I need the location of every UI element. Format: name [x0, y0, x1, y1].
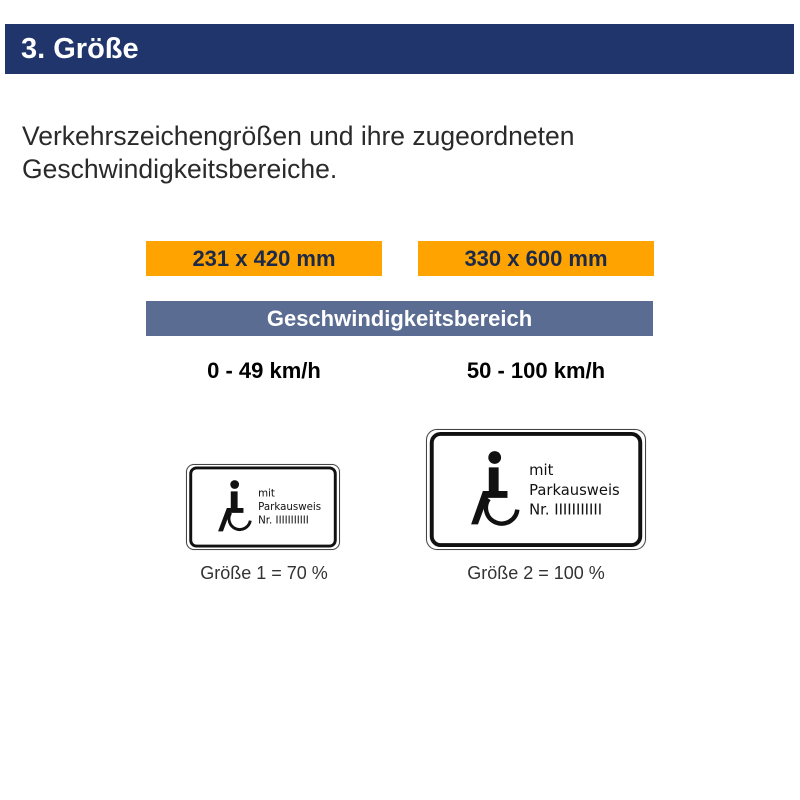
parking-sign-large-graphic	[427, 430, 645, 549]
sign-small-line-2: Parkausweis	[258, 500, 322, 513]
parking-sign-large	[426, 429, 646, 550]
sign-large-line-3: Nr. IIIIIIIIIII	[529, 501, 603, 519]
speed-value-low: 0 - 49 km/h	[207, 358, 321, 383]
speed-range-bar: Geschwindigkeitsbereich	[146, 301, 653, 336]
sign-small-line-3: Nr. IIIIIIIIIII	[258, 514, 309, 527]
intro-line-2: Geschwindigkeitsbereiche.	[22, 154, 338, 184]
sign-large-line-2: Parkausweis	[529, 481, 620, 499]
size-label-small: 231 x 420 mm	[146, 241, 382, 276]
section-title: 3. Größe	[21, 33, 139, 65]
sign-large-caption: Größe 2 = 100 %	[467, 563, 605, 583]
intro-text	[22, 120, 742, 186]
size-label-large: 330 x 600 mm	[418, 241, 654, 276]
intro-line-1: Verkehrszeichengrößen und ihre zugeordneten	[22, 121, 575, 151]
parking-sign-small	[186, 464, 340, 550]
section-header	[5, 24, 794, 74]
speed-value-high: 50 - 100 km/h	[466, 358, 606, 383]
parking-sign-small-graphic	[187, 465, 339, 549]
sign-small-caption: Größe 1 = 70 %	[200, 563, 328, 583]
sign-large-line-1: mit	[529, 462, 554, 480]
sign-small-line-1: mit	[258, 487, 275, 500]
